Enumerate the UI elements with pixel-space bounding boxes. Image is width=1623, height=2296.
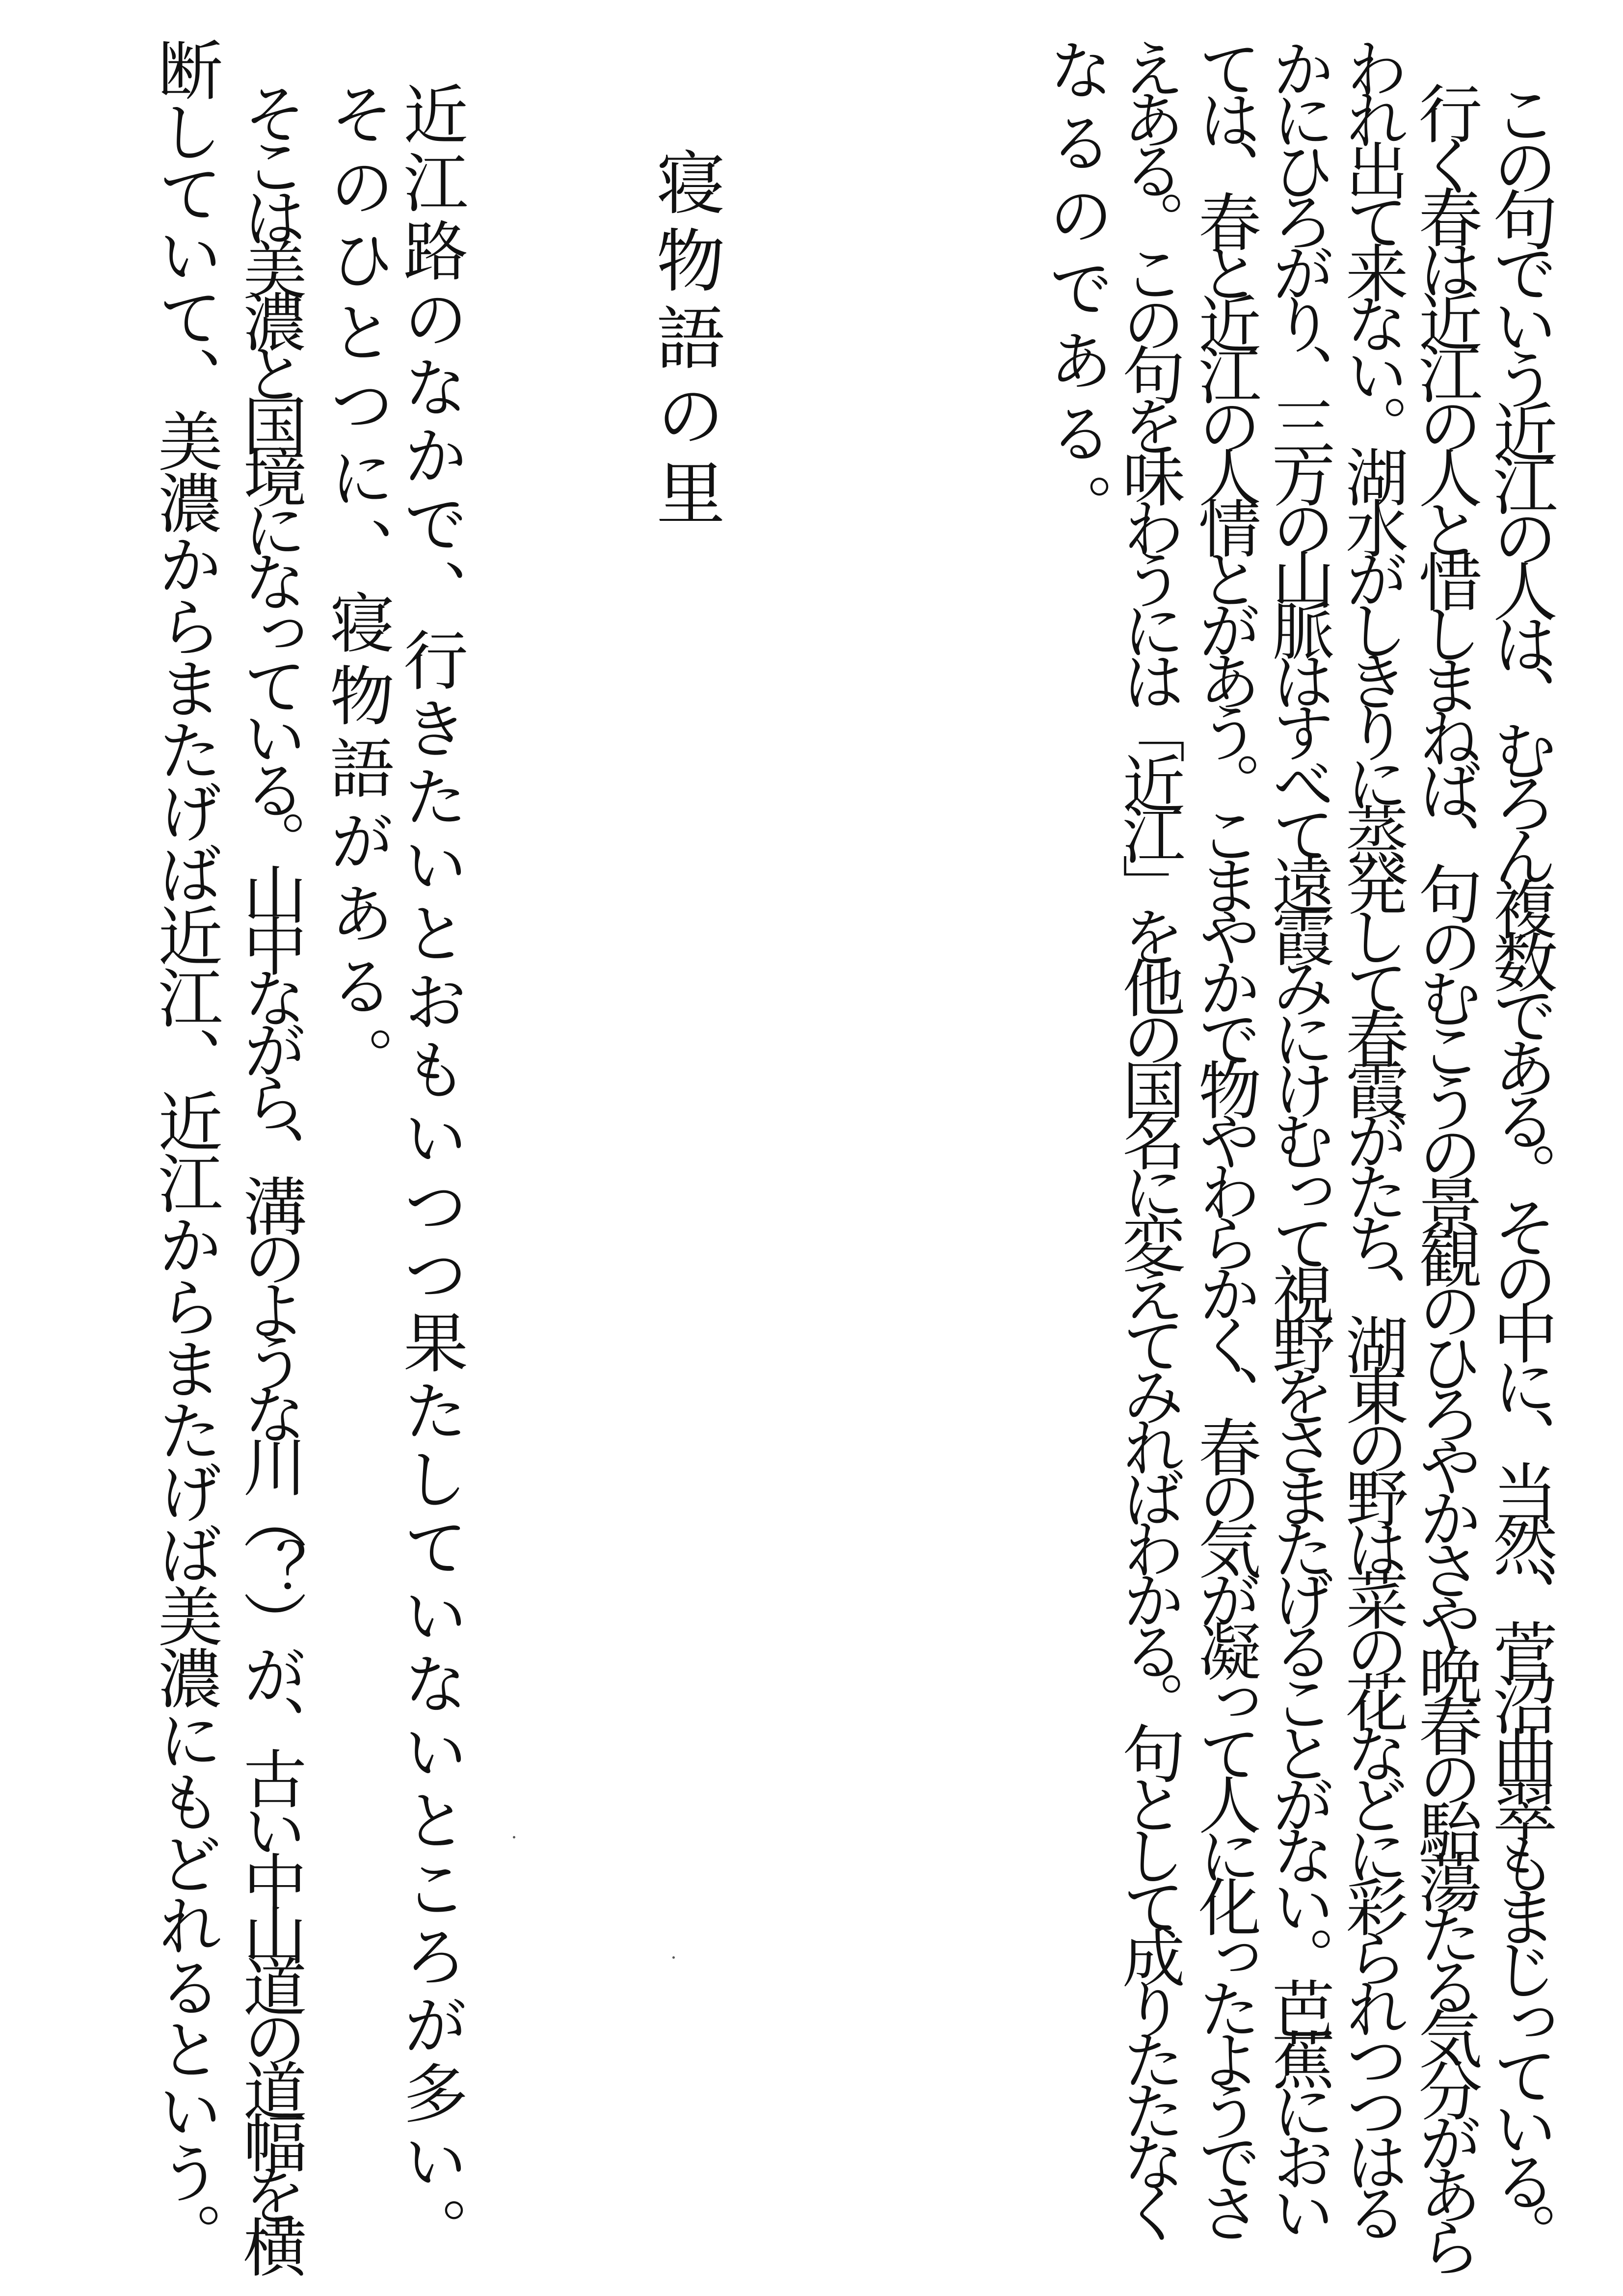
scan-speck [672,1956,675,1959]
section-heading: 寝物語の里 [645,147,725,535]
text-line-p1-2: 行く春は近江の人と惜しまねば、句のむこうの景観のひろやかさや晩春の駘蕩たる気分があら [1408,81,1483,2267]
text-line-p1-1: この句でいう近江の人は、むろん複数である。その中に、当然、菅沼曲翠もまじっている。 [1482,81,1557,2255]
text-line-p2-1: 近江路のなかで、行きたいとおもいつつ果たしていないところが多い。 [392,81,468,2265]
text-line-p2-4: 断していて、美濃からまたげば近江、近江からまたげば美濃にもどれるという。 [147,37,222,2264]
text-line-p1-6: えある。この句を味わうには「近江」を他の国名に変えてみればわかる。句として成りたたなく [1112,37,1185,2232]
text-line-p2-3: そこは美濃と国境になっている。山中ながら、溝のような川（？）が、古い中山道の道幅を横 [233,81,307,2267]
text-line-p2-2: そのひとつに、寝物語がある。 [319,81,394,1098]
text-line-p1-3: われ出て来ない。湖水がしきりに蒸発して春霞がたち、湖東の野は菜の花などに彩られつつはる [1335,37,1408,2232]
text-line-p1-4: かにひろがり、三方の山脈はすべて遠霞みにけむって視野をさまたげることがない。芭蕉におい [1261,37,1334,2232]
text-line-p1-5: ては、春と近江の人情とがあう。こまやかで物やわらかく、春の気が凝って人に化ったようでさ [1188,37,1261,2232]
scan-speck [513,1836,515,1838]
text-line-p1-7: なるのである。 [1038,37,1113,545]
